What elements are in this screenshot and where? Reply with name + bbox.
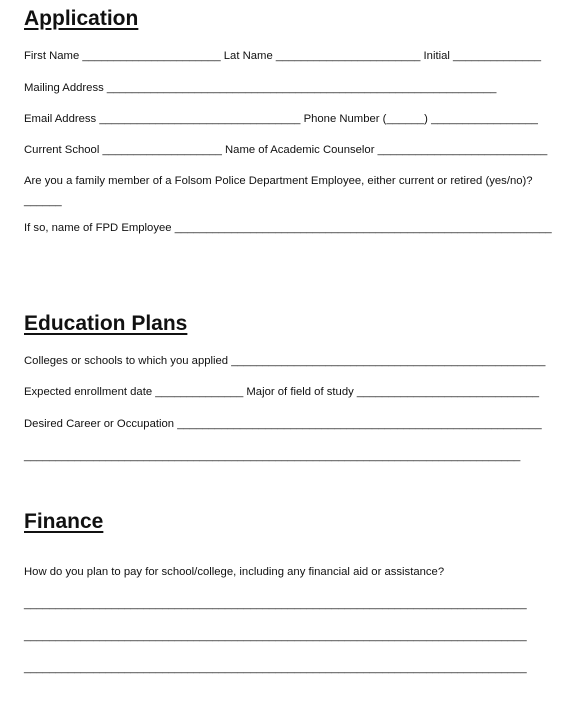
finance-answer-line[interactable]: ________________________________________________________________________________ (24, 630, 527, 642)
enrollment-date-label: Expected enrollment date (24, 386, 153, 398)
career-row (24, 417, 542, 431)
colleges-field[interactable]: __________________________________________________ (231, 355, 546, 367)
mailing-address-row (24, 81, 496, 95)
first-name-label: First Name (24, 50, 80, 62)
enrollment-date-field[interactable]: ______________ (155, 386, 244, 398)
counselor-field[interactable]: ___________________________ (377, 144, 548, 156)
first-name-field[interactable]: ______________________ (82, 50, 221, 62)
phone-number-field[interactable]: _________________ (431, 113, 538, 125)
enrollment-row (24, 385, 539, 399)
last-name-label: Lat Name (223, 50, 273, 62)
major-field[interactable]: _____________________________ (356, 386, 540, 398)
finance-question: How do you plan to pay for school/college, including any financial aid or assistance? (24, 566, 445, 578)
fpd-employee-row (24, 221, 552, 235)
name-row (24, 49, 541, 63)
finance-answer-line[interactable]: ________________________________________________________________________________ (24, 662, 527, 674)
finance-heading: Finance (24, 510, 104, 533)
initial-label: Initial (423, 50, 450, 62)
education-extra-line[interactable]: _______________________________________________________________________________ (24, 450, 521, 462)
career-label: Desired Career or Occupation (24, 418, 175, 430)
phone-area-code-field[interactable]: ______ (386, 113, 425, 125)
application-heading: Application (24, 7, 139, 30)
fpd-employee-field[interactable]: ____________________________________________________________ (174, 222, 552, 234)
mailing-address-field[interactable]: ______________________________________________________________ (106, 82, 497, 94)
counselor-label: Name of Academic Counselor (225, 144, 375, 156)
colleges-row (24, 354, 545, 368)
fpd-employee-label: If so, name of FPD Employee (24, 222, 172, 234)
major-label: Major of field of study (246, 386, 354, 398)
family-answer-field[interactable]: ______ (24, 195, 62, 207)
colleges-label: Colleges or schools to which you applied (24, 355, 229, 367)
phone-close-paren: ) (424, 113, 428, 125)
contact-row (24, 112, 538, 126)
finance-answer-line[interactable]: ________________________________________________________________________________ (24, 598, 527, 610)
email-label: Email Address (24, 113, 97, 125)
education-plans-heading: Education Plans (24, 312, 188, 335)
school-row (24, 143, 547, 157)
family-question: Are you a family member of a Folsom Police Department Employee, either current or retired (yes/no)? (24, 175, 533, 187)
mailing-address-label: Mailing Address (24, 82, 104, 94)
last-name-field[interactable]: _______________________ (275, 50, 421, 62)
career-field[interactable]: __________________________________________________________ (177, 418, 542, 430)
email-field[interactable]: ________________________________ (99, 113, 301, 125)
phone-label: Phone Number ( (303, 113, 387, 125)
current-school-label: Current School (24, 144, 100, 156)
current-school-field[interactable]: ___________________ (102, 144, 222, 156)
initial-field[interactable]: ______________ (453, 50, 542, 62)
